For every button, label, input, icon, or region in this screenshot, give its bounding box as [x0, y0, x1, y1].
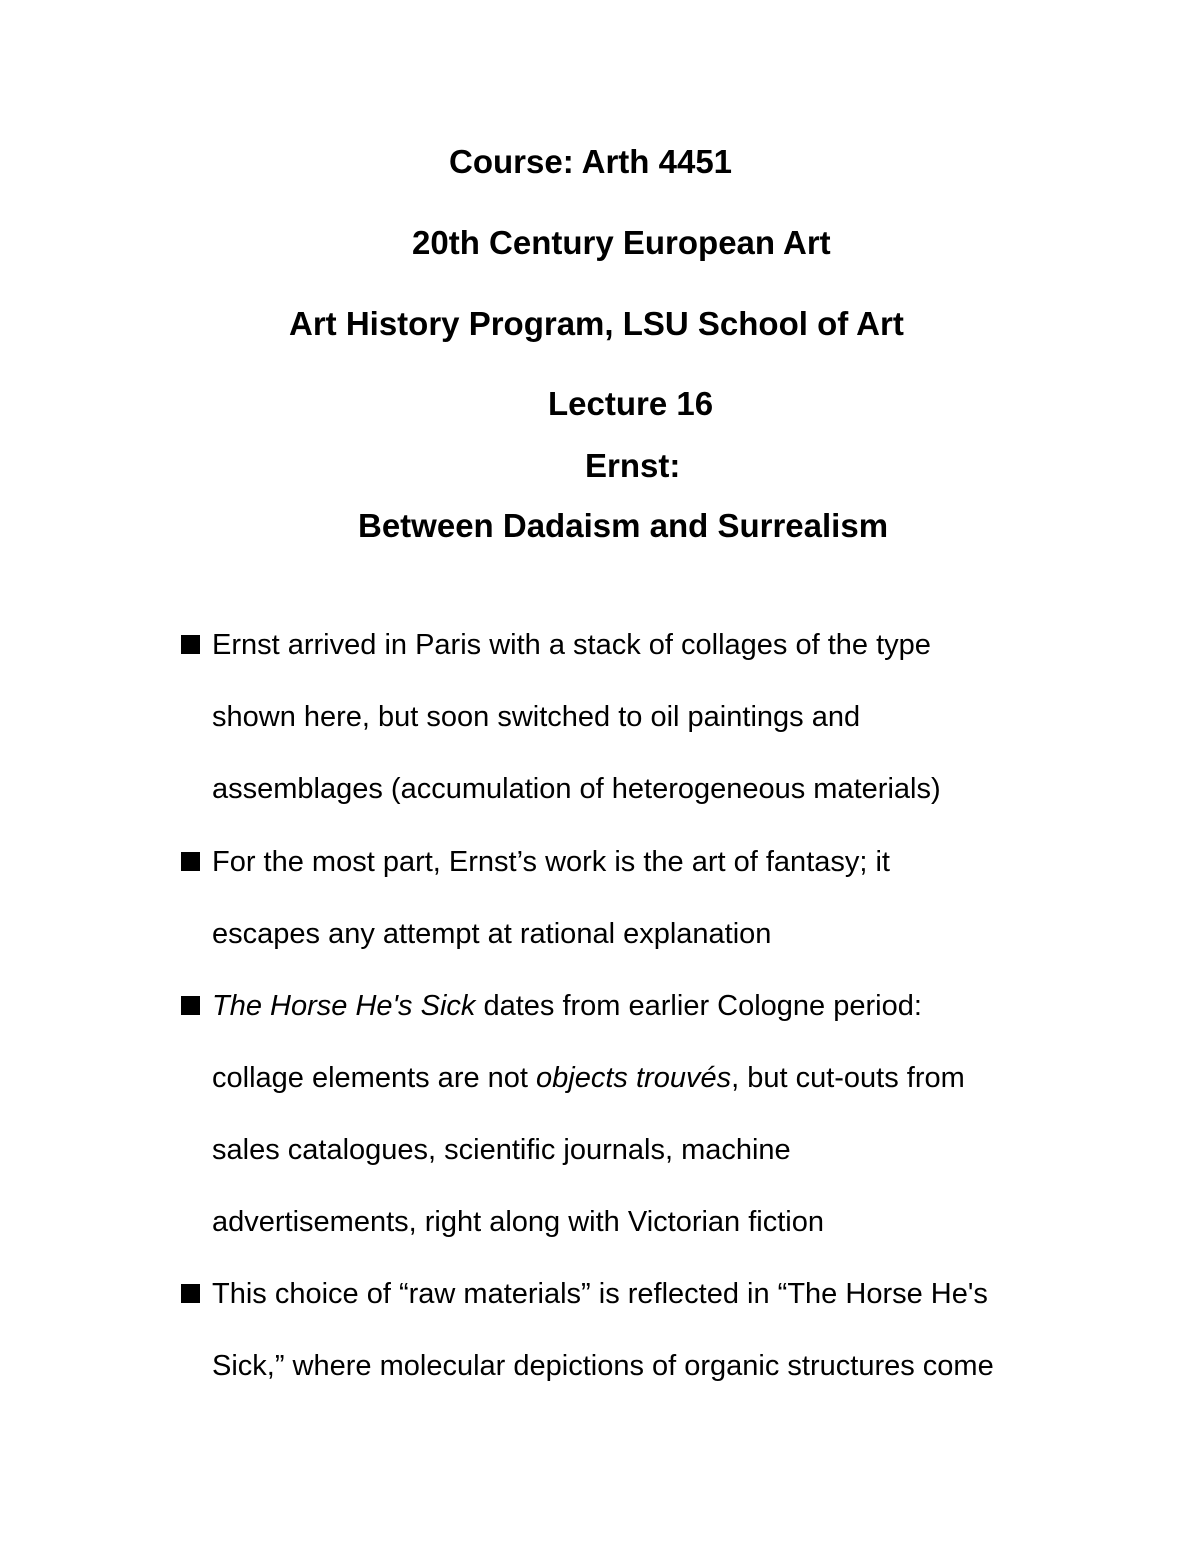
program-name: Art History Program, LSU School of Art: [289, 305, 904, 342]
bullet-text: dates from earlier Cologne period:: [475, 990, 922, 1022]
bullet-line: For the most part, Ernst’s work is the art of fantasy; it: [212, 846, 890, 878]
square-bullet-icon: [181, 1284, 200, 1303]
bullet-line: [212, 1060, 965, 1096]
bullet-line: shown here, but soon switched to oil paintings and: [212, 701, 861, 733]
course-title: 20th Century European Art: [412, 224, 831, 261]
bullet-line: Sick,” where molecular depictions of organic structures come: [212, 1350, 994, 1382]
square-bullet-icon: [181, 996, 200, 1015]
artwork-title: The Horse He's Sick: [212, 990, 476, 1022]
bullet-line: advertisements, right along with Victorian fiction: [212, 1206, 824, 1238]
square-bullet-icon: [181, 635, 200, 654]
lecture-number: Lecture 16: [548, 385, 714, 422]
bullet-line: This choice of “raw materials” is reflected in “The Horse He's: [212, 1278, 988, 1310]
bullet-line: [212, 988, 922, 1024]
bullet-line: assemblages (accumulation of heterogeneous materials): [212, 773, 941, 805]
lecture-topic: Ernst:: [585, 447, 681, 484]
bullet-text: , but cut-outs from: [731, 1062, 965, 1094]
foreign-term: objects trouvés: [536, 1062, 732, 1094]
bullet-line: Ernst arrived in Paris with a stack of collages of the type: [212, 629, 931, 661]
bullet-text: collage elements are not: [212, 1062, 537, 1094]
square-bullet-icon: [181, 852, 200, 871]
course-code: Course: Arth 4451: [449, 143, 733, 180]
bullet-line: escapes any attempt at rational explanation: [212, 918, 772, 950]
bullet-line: sales catalogues, scientific journals, machine: [212, 1134, 791, 1166]
lecture-subtitle: Between Dadaism and Surrealism: [358, 507, 889, 544]
